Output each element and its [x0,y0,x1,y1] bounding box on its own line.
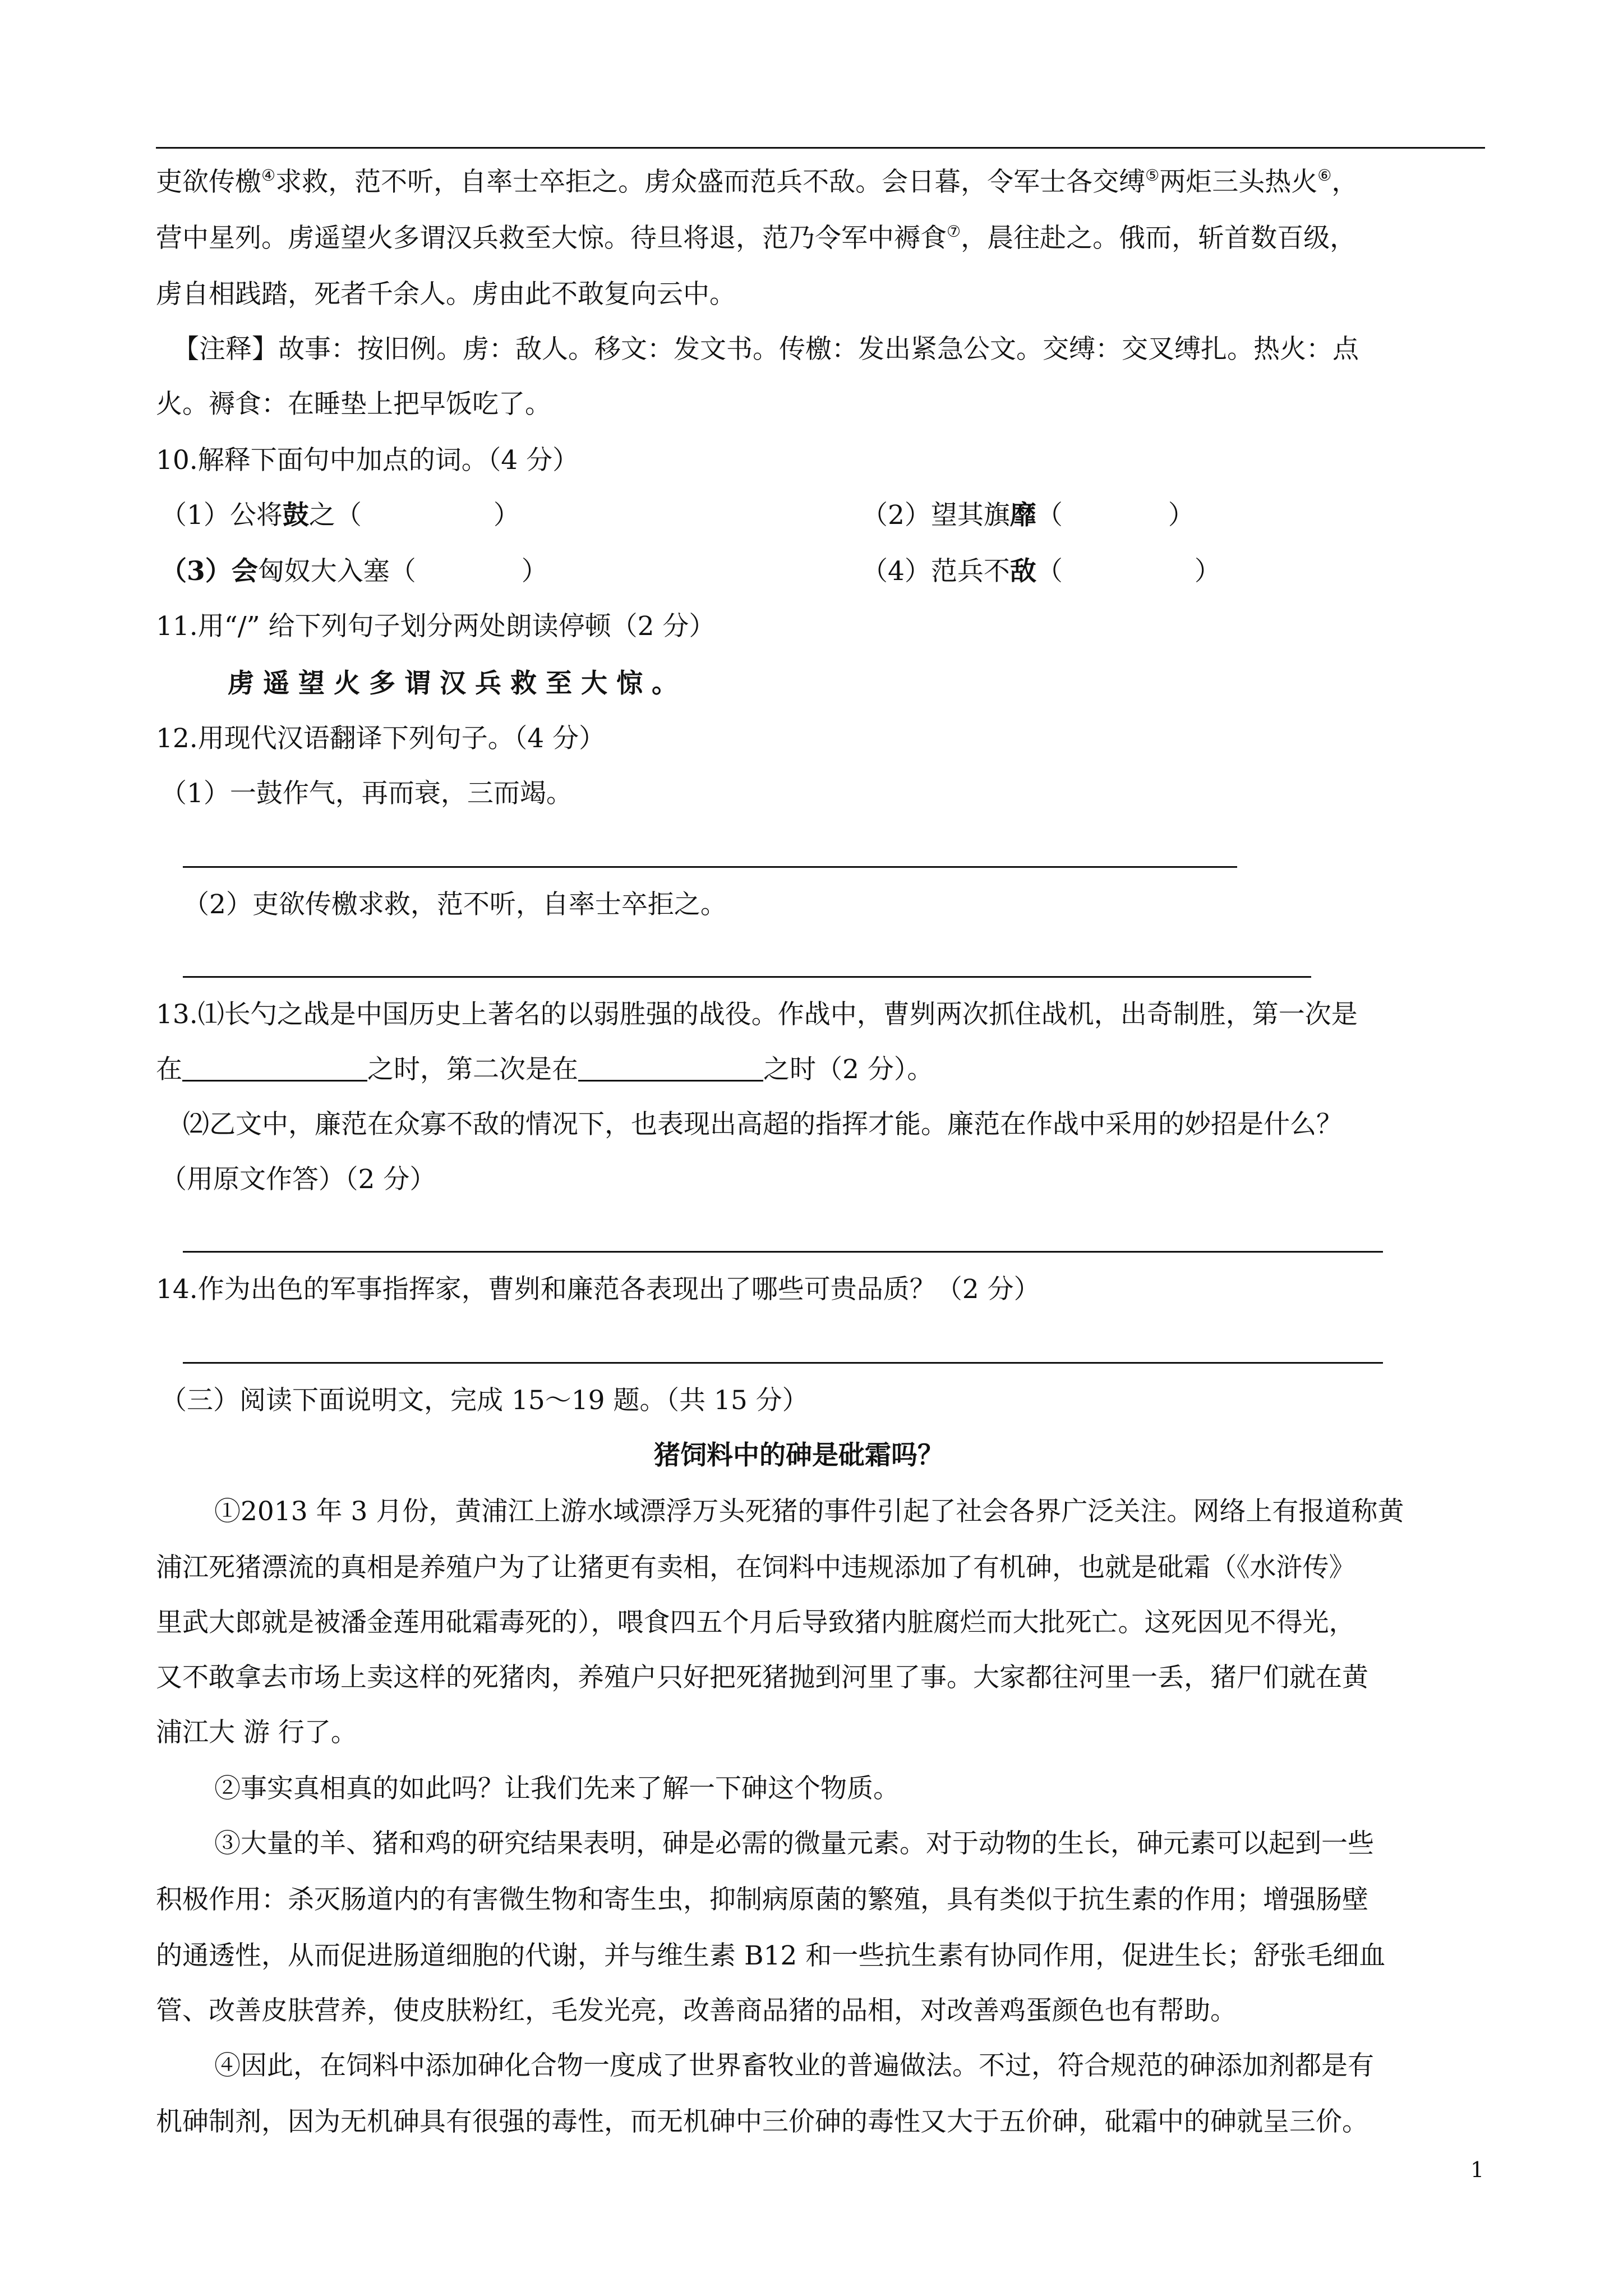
note-marker: ⑥ [1317,166,1332,185]
question-10-item-3: （3）会匈奴大入塞（ ） [160,556,548,587]
fill-blank[interactable] [182,1055,367,1082]
question-12-sentence-2: （2）吏欲传檄求救，范不听，自率士卒拒之。 [183,889,727,920]
section-3-intro: （三）阅读下面说明文，完成 15～19 题。（共 15 分） [160,1385,809,1416]
question-10-item-4: （4）范兵不敌（ ） [861,556,1221,587]
page-number: 1 [1470,2157,1484,2182]
fill-blank[interactable] [578,1055,763,1082]
passage-line-2: 营中星列。虏遥望火多谓汉兵救至大惊。待旦将退，范乃令军中褥食⑦，晨往赴之。俄而，斩首数百级， [156,222,1357,254]
answer-line [183,866,1237,868]
paragraph-3-line-4: 管、改善皮肤营养，使皮肤粉红，毛发光亮，改善商品猪的品相，对改善鸡蛋颜色也有帮助。 [156,1995,1237,2026]
paragraph-1-line-2: 浦江死猪漂流的真相是养殖户为了让猪更有卖相，在饲料中违规添加了有机砷，也就是砒霜（《水浒传》 [156,1552,1355,1583]
paragraph-2: ②事实真相真的如此吗？让我们先来了解一下砷这个物质。 [214,1773,900,1804]
dotted-word: 敌 [1009,556,1036,587]
answer-line [183,976,1311,978]
header-rule [156,147,1485,149]
question-13-line-4: （用原文作答）（2 分） [160,1164,436,1195]
question-11-sentence: 虏遥望火多谓汉兵救至大惊。 [228,668,687,699]
question-14-title: 14.作为出色的军事指挥家，曹刿和廉范各表现出了哪些可贵品质？（2 分） [156,1274,1040,1305]
paragraph-3-line-2: 积极作用：杀灭肠道内的有害微生物和寄生虫，抑制病原菌的繁殖，具有类似于抗生素的作用；增强肠壁 [156,1884,1368,1915]
notes-line-1: 【注释】故事：按旧例。虏：敌人。移文：发文书。传檄：发出紧急公文。交缚：交叉缚扎。热火：点 [173,334,1359,365]
article-title: 猪饲料中的砷是砒霜吗？ [654,1440,944,1471]
question-10-item-2: （2）望其旗靡（ ） [861,500,1195,531]
paragraph-4-line-1: ④因此，在饲料中添加砷化合物一度成了世界畜牧业的普遍做法。不过，符合规范的砷添加剂都是有 [214,2050,1374,2081]
question-13-line-3: ⑵乙文中，廉范在众寡不敌的情况下，也表现出高超的指挥才能。廉范在作战中采用的妙招是什么？ [183,1109,1343,1140]
question-13-line-2: 在 之时，第二次是在 之时（2 分）。 [156,1054,934,1085]
note-marker: ⑦ [947,222,961,241]
paragraph-1-line-4: 又不敢拿去市场上卖这样的死猪肉，养殖户只好把死猪抛到河里了事。大家都往河里一丢，猪尸们就在黄 [156,1662,1368,1693]
paragraph-3-line-1: ③大量的羊、猪和鸡的研究结果表明，砷是必需的微量元素。对于动物的生长，砷元素可以起到一些 [214,1828,1374,1859]
question-13-line-1: 13.⑴长勺之战是中国历史上著名的以弱胜强的战役。作战中，曹刿两次抓住战机，出奇制胜，第一次是 [156,999,1358,1030]
dotted-word: 靡 [1009,500,1036,531]
answer-line [183,1362,1383,1364]
passage-line-1: 吏欲传檄④求救，范不听，自率士卒拒之。虏众盛而范兵不敌。会日暮，令军士各交缚⑤两炬三头热火⑥， [156,166,1358,197]
answer-line [183,1251,1383,1253]
passage-line-3: 虏自相践踏，死者千余人。虏由此不敢复向云中。 [156,279,736,310]
notes-line-2: 火。褥食：在睡垫上把早饭吃了。 [156,389,551,420]
question-12-title: 12.用现代汉语翻译下列句子。（4 分） [156,723,606,754]
question-12-sentence-1: （1）一鼓作气，再而衰，三而竭。 [160,778,573,809]
paragraph-3-line-3: 的通透性，从而促进肠道细胞的代谢，并与维生素 B12 和一些抗生素有协同作用，促进生长；舒张毛细血 [156,1940,1386,1971]
question-11-title: 11.用“/” 给下列句子划分两处朗读停顿（2 分） [156,611,716,642]
question-10-title: 10.解释下面句中加点的词。（4 分） [156,445,579,476]
paragraph-1-line-1: ①2013 年 3 月份，黄浦江上游水域漂浮万头死猪的事件引起了社会各界广泛关注。网络上有报道称黄 [214,1496,1404,1527]
dotted-word: 会 [231,556,258,587]
note-marker: ④ [261,166,276,185]
paragraph-4-line-2: 机砷制剂，因为无机砷具有很强的毒性，而无机砷中三价砷的毒性又大于五价砷，砒霜中的砷就呈三价。 [156,2106,1368,2137]
note-marker: ⑤ [1145,166,1160,185]
paragraph-1-line-5: 浦江大 游 行了。 [156,1717,357,1748]
question-10-item-1: （1）公将鼓之（ ） [160,500,520,531]
paragraph-1-line-3: 里武大郎就是被潘金莲用砒霜毒死的），喂食四五个月后导致猪内脏腐烂而大批死亡。这死因见不得光， [156,1607,1355,1638]
dotted-word: 鼓 [282,500,309,531]
